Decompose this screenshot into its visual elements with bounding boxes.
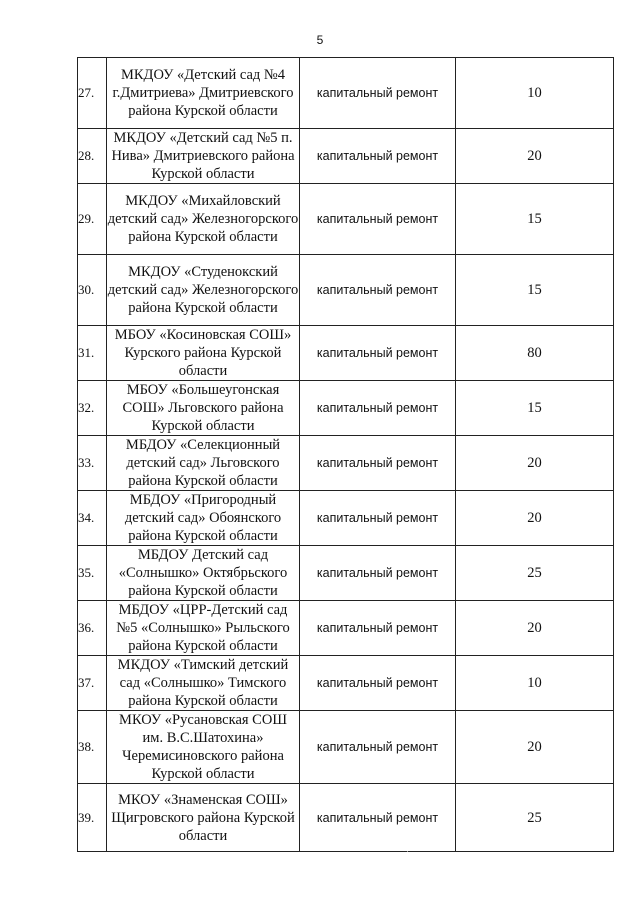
work-type: капитальный ремонт [300,784,456,852]
facility-name: МКОУ «Русановская СОШ им. В.С.Шатохина» Черемисиновского района Курской области [107,711,300,784]
table-row [78,58,614,129]
quantity: 20 [456,711,614,784]
facility-name: МКДОУ «Студенокский детский сад» Железногорского района Курской области [107,255,300,326]
table-row [78,601,614,656]
work-type: капитальный ремонт [300,326,456,381]
row-number: 35. [78,546,107,601]
row-number: 30. [78,255,107,326]
table-row [78,255,614,326]
facility-name: МБДОУ Детский сад «Солнышко» Октябрьского района Курской области [107,546,300,601]
quantity: 20 [456,491,614,546]
work-type: капитальный ремонт [300,546,456,601]
table-row [78,129,614,184]
quantity: 15 [456,255,614,326]
table-row [78,326,614,381]
work-type: капитальный ремонт [300,255,456,326]
work-type: капитальный ремонт [300,491,456,546]
facility-name: МБДОУ «ЦРР-Детский сад №5 «Солнышко» Рыльского района Курской области [107,601,300,656]
table-row [78,656,614,711]
facility-name: МКДОУ «Детский сад №4 г.Дмитриева» Дмитриевского района Курской области [107,58,300,129]
table-row [78,381,614,436]
facility-name: МБДОУ «Селекционный детский сад» Льговского района Курской области [107,436,300,491]
quantity: 15 [456,184,614,255]
quantity: 10 [456,58,614,129]
quantity: 15 [456,381,614,436]
table-row [78,546,614,601]
row-number: 33. [78,436,107,491]
table-row [78,711,614,784]
facility-name: МБОУ «Косиновская СОШ» Курского района Курской области [107,326,300,381]
row-number: 36. [78,601,107,656]
quantity: 20 [456,129,614,184]
quantity: 25 [456,546,614,601]
row-number: 32. [78,381,107,436]
row-number: 28. [78,129,107,184]
row-number: 31. [78,326,107,381]
facility-table [77,57,614,852]
work-type: капитальный ремонт [300,711,456,784]
table-row [78,491,614,546]
facility-name: МКДОУ «Михайловский детский сад» Железногорского района Курской области [107,184,300,255]
work-type: капитальный ремонт [300,129,456,184]
scan-speck [407,851,408,852]
facility-name: МБДОУ «Пригородный детский сад» Обоянского района Курской области [107,491,300,546]
facility-name: МБОУ «Большеугонская СОШ» Льговского района Курской области [107,381,300,436]
facility-name: МКДОУ «Детский сад №5 п. Нива» Дмитриевского района Курской области [107,129,300,184]
quantity: 20 [456,436,614,491]
facility-name: МКДОУ «Тимский детский сад «Солнышко» Тимского района Курской области [107,656,300,711]
quantity: 25 [456,784,614,852]
page-number: 5 [316,33,324,47]
facility-name: МКОУ «Знаменская СОШ» Щигровского района Курской области [107,784,300,852]
table-row [78,436,614,491]
table-row [78,784,614,852]
row-number: 29. [78,184,107,255]
row-number: 34. [78,491,107,546]
row-number: 37. [78,656,107,711]
work-type: капитальный ремонт [300,436,456,491]
quantity: 80 [456,326,614,381]
work-type: капитальный ремонт [300,184,456,255]
work-type: капитальный ремонт [300,601,456,656]
row-number: 39. [78,784,107,852]
row-number: 38. [78,711,107,784]
work-type: капитальный ремонт [300,58,456,129]
quantity: 20 [456,601,614,656]
row-number: 27. [78,58,107,129]
work-type: капитальный ремонт [300,381,456,436]
quantity: 10 [456,656,614,711]
table-row [78,184,614,255]
work-type: капитальный ремонт [300,656,456,711]
